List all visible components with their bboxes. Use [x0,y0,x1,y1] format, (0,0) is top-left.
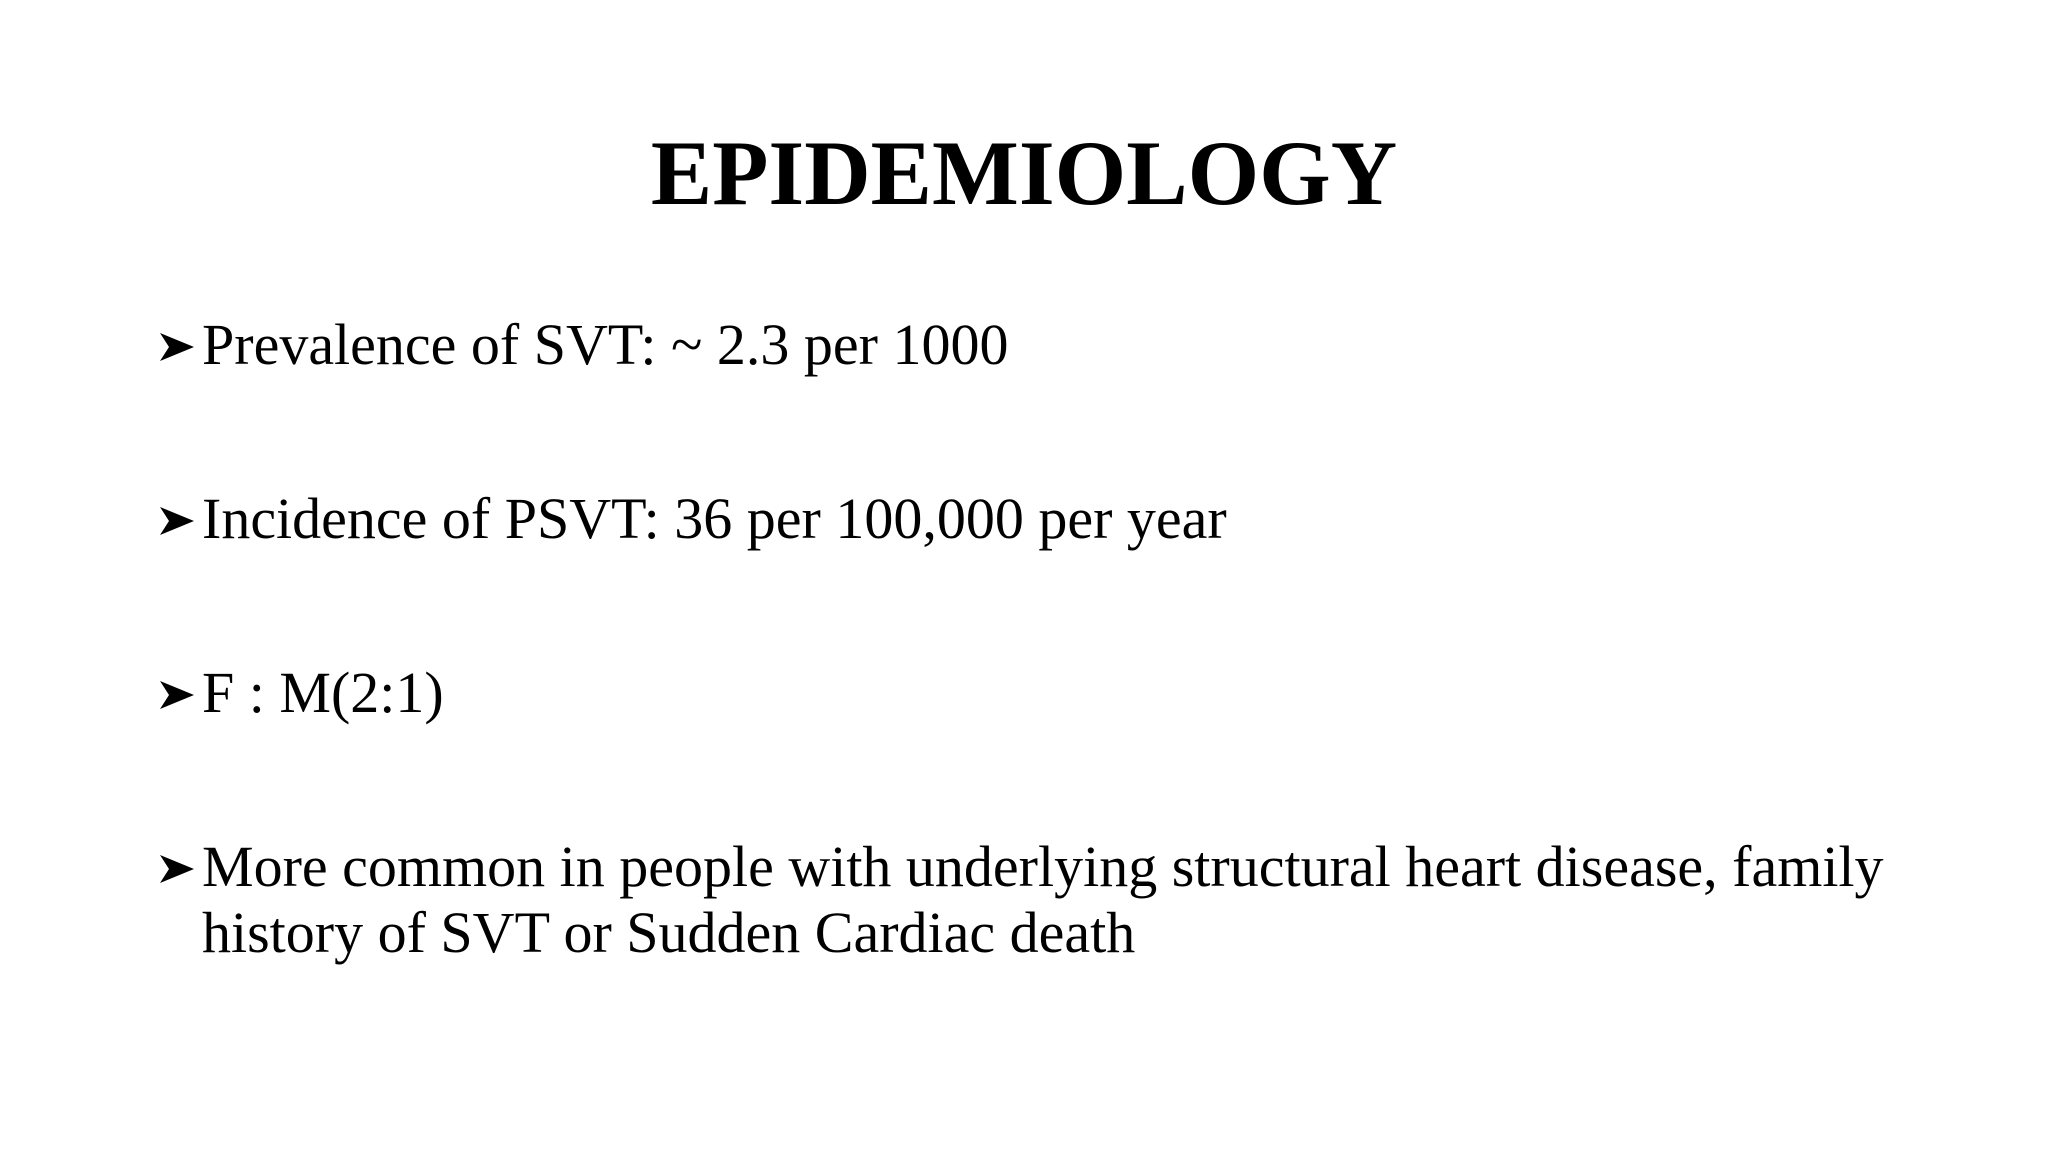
bullet-item [158,486,1958,552]
slide-title: EPIDEMIOLOGY [650,122,1398,224]
arrowhead-bullet-icon [160,855,194,883]
bullet-text: Prevalence of SVT: ~ 2.3 per 1000 [202,312,1009,377]
arrowhead-bullet-icon [160,333,194,361]
bullet-list [158,312,1958,966]
arrowhead-bullet-icon [160,681,194,709]
bullet-text: More common in people with underlying structural heart disease, family history of SVT or Sudden Cardiac death [202,834,1884,965]
bullet-text: F : M(2:1) [202,660,444,725]
bullet-item [158,660,1958,726]
arrowhead-bullet-icon [160,507,194,535]
bullet-item [158,834,1962,966]
bullet-text: Incidence of PSVT: 36 per 100,000 per year [202,486,1227,551]
bullet-item [158,312,1958,378]
